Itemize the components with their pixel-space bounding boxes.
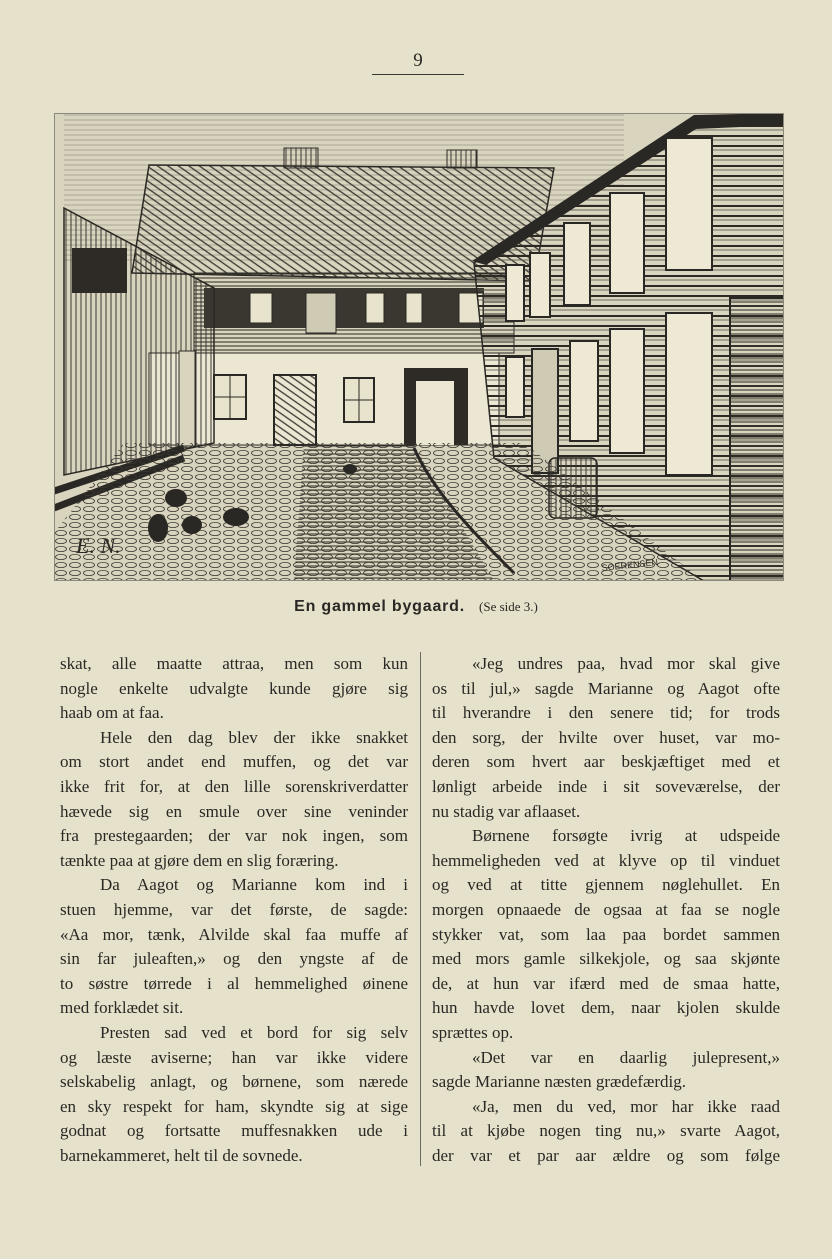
text-line: de, at hun var ifærd med de smaa hatte, (432, 973, 780, 993)
text-line: og læste aviserne; han var ikke videre (60, 1047, 408, 1067)
text-line: der var et par aar ældre og som følge (432, 1145, 780, 1165)
illustration-caption (0, 597, 832, 617)
text-line: «Jeg undres paa, hvad mor skal give (472, 654, 780, 673)
text-line: den sorg, der hvilte over huset, var mo- (432, 727, 780, 747)
text-line: lønligt arbeide inde i sit soveværelse, der (432, 776, 780, 796)
column-divider (420, 652, 421, 1166)
text-line: hun havde lovet dem, naar kjolen skulde (432, 998, 780, 1018)
artist-signature: E. N. (76, 533, 121, 558)
text-line: en sky respekt for ham, skyndte sig at sige (60, 1096, 408, 1116)
text-line: Hele den dag blev der ikke snakket (100, 727, 408, 747)
page-number: 9 (372, 50, 464, 75)
text-line: barnekammeret, helt til de sovnede. (60, 1145, 303, 1165)
text-line: hævede sig en smule over sine veninder (60, 801, 408, 821)
caption-reference: (Se side 3.) (479, 599, 538, 614)
text-line: Da Aagot og Marianne kom ind i (100, 875, 408, 895)
engraver-signature: SOERENSEN (601, 557, 659, 573)
text-line: «Aa mor, tænk, Alvilde skal faa muffe af (60, 924, 408, 944)
text-line: deren som hvert aar beskjæftiget med et (432, 752, 780, 772)
text-line: stuen hjemme, var det første, de sagde: (60, 899, 408, 919)
text-line: godnat og fortsatte muffesnakken ude i (60, 1121, 408, 1141)
text-line: sin far juleaften,» og den yngste af de (60, 949, 408, 969)
text-line: Presten sad ved et bord for sig selv (100, 1022, 408, 1042)
text-line: skat, alle maatte attraa, men som kun (60, 654, 408, 673)
text-line: om stort andet end muffen, og det var (60, 752, 408, 772)
text-line: os til jul,» sagde Marianne og Aagot ofte (432, 678, 780, 698)
text-line: stykker vat, som laa paa bordet sammen (432, 924, 780, 944)
text-line: nu stadig var aflaaset. (432, 801, 581, 821)
text-line: haab om at faa. (60, 703, 164, 723)
text-line: med forklædet sit. (60, 998, 184, 1018)
text-line: «Ja, men du ved, mor har ikke raad (472, 1096, 780, 1116)
right-text-column (432, 652, 780, 1168)
text-line: tænkte paa at gjøre dem en slig foræring. (60, 850, 339, 870)
text-line: ikke frit for, at den lille sorenskriverdatter (60, 776, 408, 796)
text-line: med mors gamle silkekjole, og saa skjønte (432, 949, 780, 969)
text-line: nogle enkelte udvalgte kunde gjøre sig (60, 678, 408, 698)
text-line: hemmeligheden ved at klyve op til vinduet (432, 850, 780, 870)
text-line: sagde Marianne næsten grædefærdig. (432, 1072, 686, 1092)
text-line: til at kjøbe nogen ting nu,» svarte Aagot, (432, 1121, 780, 1141)
text-line: sprættes op. (432, 1022, 514, 1042)
text-line: fra prestegaarden; der var nok ingen, som (60, 826, 408, 846)
text-line: og ved at titte gjennem nøglehullet. En (432, 875, 780, 895)
text-line: to søstre tørrede i al hemmelighed øinene (60, 973, 408, 993)
text-line: til hverandre i den senere tid; for trods (432, 703, 780, 723)
left-text-column (60, 652, 408, 1168)
caption-title: En gammel bygaard. (294, 598, 466, 615)
text-line: «Det var en daarlig julepresent,» (472, 1047, 780, 1067)
text-line: Børnene forsøgte ivrig at udspeide (472, 826, 780, 846)
text-line: morgen opnaaede de ogsaa at faa se nogle (432, 899, 780, 919)
courtyard-illustration (54, 113, 784, 581)
text-line: selskabelig anlagt, og børnene, som nærede (60, 1072, 408, 1092)
